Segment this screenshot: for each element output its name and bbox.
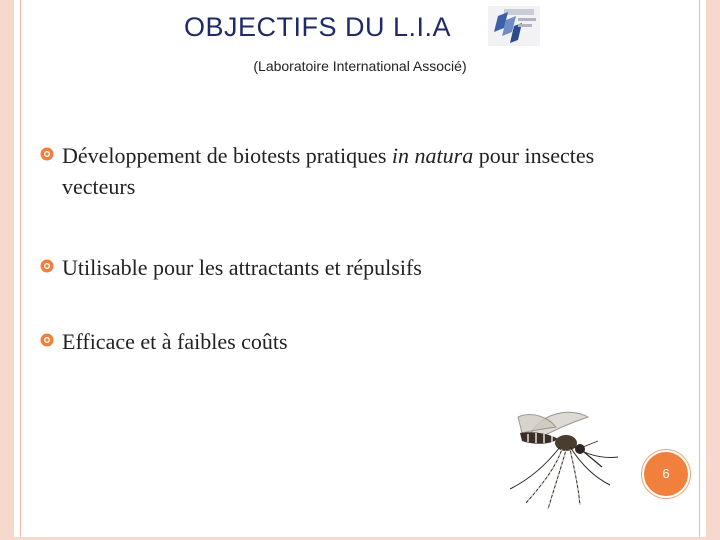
lia-logo xyxy=(488,6,540,46)
bullet-item xyxy=(40,326,288,357)
gear-bullet-icon xyxy=(40,259,54,273)
page-number-badge: 6 xyxy=(642,450,690,498)
gear-bullet-icon xyxy=(40,147,54,161)
gear-bullet-icon xyxy=(40,333,54,347)
bullet-text-italic: in natura xyxy=(391,143,474,168)
slide-frame-right-line xyxy=(699,0,700,540)
bullet-item xyxy=(40,140,640,202)
bullet-text-part: pour insectes vecteurs xyxy=(62,143,595,199)
slide-subtitle: (Laboratoire International Associé) xyxy=(253,58,467,74)
bullet-text xyxy=(62,140,640,202)
mosquito-image xyxy=(470,405,630,515)
slide-frame-left-line xyxy=(20,0,21,540)
bullet-text-part: Développement de biotests pratiques xyxy=(62,143,392,168)
slide-frame-right xyxy=(706,0,720,540)
bullet-item xyxy=(40,252,422,283)
slide-frame-left xyxy=(0,0,14,540)
bullet-text: Utilisable pour les attractants et répulsifs xyxy=(62,255,422,280)
slide-title: OBJECTIFS DU L.I.A xyxy=(184,12,452,42)
bullet-text: Efficace et à faibles coûts xyxy=(62,329,288,354)
